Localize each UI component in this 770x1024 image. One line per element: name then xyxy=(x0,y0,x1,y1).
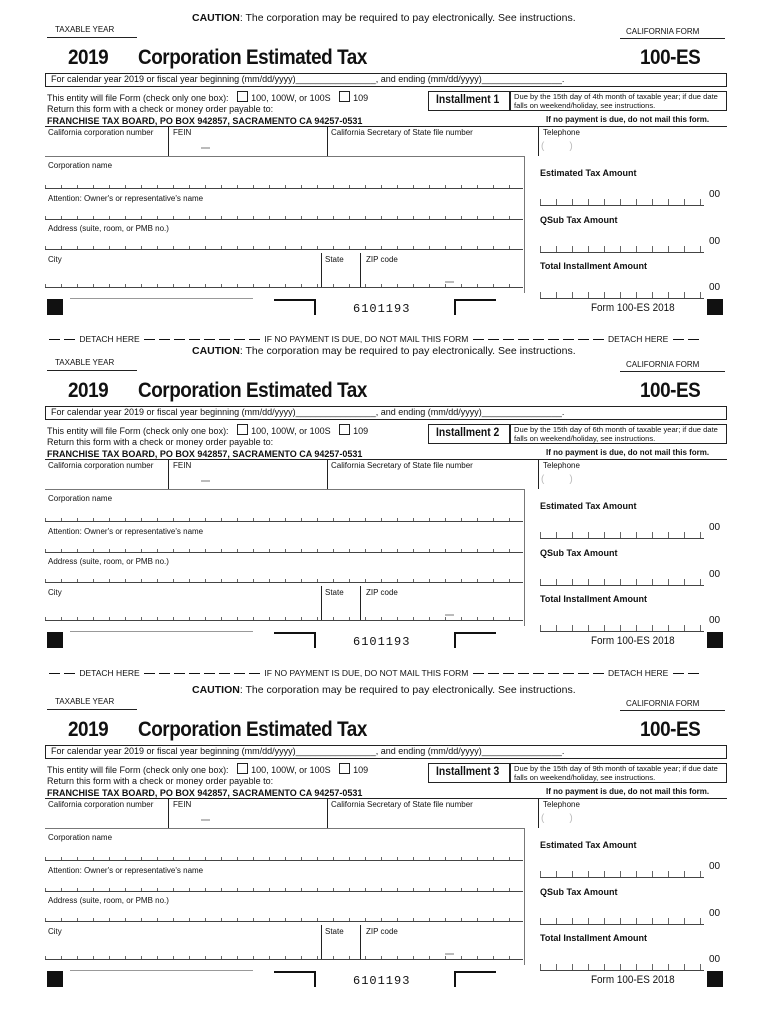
qsub-tax-field[interactable] xyxy=(540,246,704,253)
zip-label: ZIP code xyxy=(366,927,398,936)
city-label: City xyxy=(48,588,62,597)
city-state-zip-field[interactable] xyxy=(45,616,523,621)
id-row-top xyxy=(45,126,727,127)
voucher-installment-2 xyxy=(0,346,770,676)
registration-mark-right xyxy=(707,971,723,987)
estimated-tax-field[interactable] xyxy=(540,871,704,878)
telephone-parens[interactable]: ( ) xyxy=(541,813,573,824)
state-label: State xyxy=(325,927,344,936)
id-row-bottom xyxy=(45,489,525,490)
scan-corner-right xyxy=(454,299,496,315)
checkbox-109[interactable] xyxy=(339,424,350,435)
fein-dash xyxy=(201,147,210,149)
taxable-year-label: TAXABLE YEAR xyxy=(55,697,115,706)
installment-label: Installment 2 xyxy=(436,427,500,439)
address-field[interactable] xyxy=(45,578,523,583)
ftb-address: FRANCHISE TAX BOARD, PO BOX 942857, SACRAMENTO CA 94257-0531 xyxy=(47,449,363,459)
return-line: Return this form with a check or money order payable to: xyxy=(47,776,274,786)
zip-label: ZIP code xyxy=(366,588,398,597)
fein-dash xyxy=(201,819,210,821)
no-payment-note: If no payment is due, do not mail this form. xyxy=(546,115,710,124)
total-installment-cents: 00 xyxy=(709,954,721,965)
tax-year: 2019 xyxy=(68,718,109,741)
california-form-rule xyxy=(620,710,725,711)
caution-text: : The corporation may be required to pay electronically. See instructions. xyxy=(239,684,576,696)
corporation-name-label: Corporation name xyxy=(48,833,113,842)
id-divider-2 xyxy=(327,126,328,156)
form-number: 100-ES xyxy=(640,718,701,741)
qsub-tax-field[interactable] xyxy=(540,918,704,925)
address-label: Address (suite, room, or PMB no.) xyxy=(48,557,169,566)
total-installment-label: Total Installment Amount xyxy=(540,261,647,271)
scan-corner-right xyxy=(454,632,496,648)
estimated-tax-cents: 00 xyxy=(709,522,721,533)
checkbox-109[interactable] xyxy=(339,91,350,102)
tax-year: 2019 xyxy=(68,46,109,69)
telephone-label: Telephone xyxy=(543,128,580,137)
ftb-address: FRANCHISE TAX BOARD, PO BOX 942857, SACRAMENTO CA 94257-0531 xyxy=(47,788,363,798)
footer-form-label: Form 100-ES 2018 xyxy=(591,635,675,647)
detach-left-label: DETACH HERE xyxy=(79,334,140,344)
entity-form-line xyxy=(47,91,368,103)
city-state-zip-field[interactable] xyxy=(45,955,523,960)
estimated-tax-cents: 00 xyxy=(709,861,721,872)
option-109-label: 109 xyxy=(353,93,369,103)
taxable-year-label: TAXABLE YEAR xyxy=(55,25,115,34)
attention-label: Attention: Owner's or representative's name xyxy=(48,194,204,203)
id-row-top xyxy=(45,459,727,460)
ca-corp-number-label: California corporation number xyxy=(48,128,154,137)
checkbox-100[interactable] xyxy=(237,91,248,102)
taxable-year-rule xyxy=(47,709,137,710)
telephone-label: Telephone xyxy=(543,800,580,809)
caution-label: CAUTION xyxy=(192,684,240,696)
city-state-zip-field[interactable] xyxy=(45,283,523,288)
scan-line xyxy=(70,628,253,632)
detach-left-label: DETACH HERE xyxy=(79,668,140,678)
detach-right-label: DETACH HERE xyxy=(608,334,669,344)
taxable-year-label: TAXABLE YEAR xyxy=(55,358,115,367)
scan-corner-left xyxy=(274,299,316,315)
due-date-text: Due by the 15th day of 9th month of taxable year; if due date falls on weekend/holiday, see instructions. xyxy=(514,764,718,782)
installment-label: Installment 3 xyxy=(436,766,500,778)
scan-corner-left xyxy=(274,971,316,987)
scan-code: 6101193 xyxy=(353,635,411,649)
attention-field[interactable] xyxy=(45,548,523,553)
entity-prefix: This entity will file Form (check only one box): xyxy=(47,765,229,775)
total-installment-field[interactable] xyxy=(540,964,704,971)
caution-label: CAUTION xyxy=(192,12,240,24)
option-100-label: 100, 100W, or 100S xyxy=(251,426,331,436)
registration-mark-right xyxy=(707,299,723,315)
checkbox-109[interactable] xyxy=(339,763,350,774)
return-line: Return this form with a check or money order payable to: xyxy=(47,437,274,447)
attention-label: Attention: Owner's or representative's name xyxy=(48,527,204,536)
registration-mark-left xyxy=(47,299,63,315)
fein-label: FEIN xyxy=(173,128,192,137)
caution-label: CAUTION xyxy=(192,345,240,357)
return-line: Return this form with a check or money order payable to: xyxy=(47,104,274,114)
due-date-text: Due by the 15th day of 4th month of taxable year; if due date falls on weekend/holiday, see instructions. xyxy=(514,92,718,110)
footer-form-label: Form 100-ES 2018 xyxy=(591,974,675,986)
qsub-tax-cents: 00 xyxy=(709,569,721,580)
state-label: State xyxy=(325,588,344,597)
option-100-label: 100, 100W, or 100S xyxy=(251,765,331,775)
scan-code: 6101193 xyxy=(353,974,411,988)
state-label: State xyxy=(325,255,344,264)
corporation-name-field[interactable] xyxy=(45,184,523,189)
address-field[interactable] xyxy=(45,245,523,250)
due-date-text: Due by the 15th day of 6th month of taxable year; if due date falls on weekend/holiday, see instructions. xyxy=(514,425,718,443)
option-109-label: 109 xyxy=(353,765,369,775)
id-divider-1 xyxy=(168,798,169,828)
qsub-tax-field[interactable] xyxy=(540,579,704,586)
id-divider-1 xyxy=(168,126,169,156)
id-row-bottom xyxy=(45,828,525,829)
address-label: Address (suite, room, or PMB no.) xyxy=(48,224,169,233)
qsub-tax-cents: 00 xyxy=(709,236,721,247)
no-payment-note: If no payment is due, do not mail this form. xyxy=(546,787,710,796)
option-100-label: 100, 100W, or 100S xyxy=(251,93,331,103)
estimated-tax-field[interactable] xyxy=(540,532,704,539)
estimated-tax-label: Estimated Tax Amount xyxy=(540,840,637,850)
estimated-tax-cents: 00 xyxy=(709,189,721,200)
right-column-divider xyxy=(524,489,525,626)
detach-right-label: DETACH HERE xyxy=(608,668,669,678)
registration-mark-left xyxy=(47,971,63,987)
taxable-year-rule xyxy=(47,37,137,38)
california-form-rule xyxy=(620,38,725,39)
checkbox-100[interactable] xyxy=(237,763,248,774)
california-form-label: CALIFORNIA FORM xyxy=(626,360,700,369)
detach-line-1 xyxy=(47,334,701,344)
total-installment-cents: 00 xyxy=(709,282,721,293)
telephone-parens[interactable]: ( ) xyxy=(541,141,573,152)
ftb-address: FRANCHISE TAX BOARD, PO BOX 942857, SACRAMENTO CA 94257-0531 xyxy=(47,116,363,126)
tax-year: 2019 xyxy=(68,379,109,402)
footer-form-label: Form 100-ES 2018 xyxy=(591,302,675,314)
total-installment-field[interactable] xyxy=(540,292,704,299)
corporation-name-field[interactable] xyxy=(45,856,523,861)
detach-middle-label: IF NO PAYMENT IS DUE, DO NOT MAIL THIS FORM xyxy=(264,334,469,344)
scan-line xyxy=(70,967,253,971)
registration-mark-right xyxy=(707,632,723,648)
sos-file-label: California Secretary of State file number xyxy=(331,461,473,470)
installment-label: Installment 1 xyxy=(436,94,500,106)
city-label: City xyxy=(48,927,62,936)
fein-label: FEIN xyxy=(173,800,192,809)
fein-dash xyxy=(201,480,210,482)
voucher-installment-3 xyxy=(0,685,770,1015)
scan-line xyxy=(70,295,253,299)
corporation-name-label: Corporation name xyxy=(48,161,113,170)
entity-prefix: This entity will file Form (check only one box): xyxy=(47,426,229,436)
checkbox-100[interactable] xyxy=(237,424,248,435)
id-divider-2 xyxy=(327,459,328,489)
form-number: 100-ES xyxy=(640,379,701,402)
caution-text: : The corporation may be required to pay electronically. See instructions. xyxy=(239,345,576,357)
corporation-name-field[interactable] xyxy=(45,517,523,522)
telephone-label: Telephone xyxy=(543,461,580,470)
id-divider-1 xyxy=(168,459,169,489)
ca-corp-number-label: California corporation number xyxy=(48,461,154,470)
registration-mark-left xyxy=(47,632,63,648)
qsub-tax-label: QSub Tax Amount xyxy=(540,548,618,558)
form-number: 100-ES xyxy=(640,46,701,69)
address-field[interactable] xyxy=(45,917,523,922)
fiscal-year-line[interactable]: For calendar year 2019 or fiscal year beginning (mm/dd/yyyy)________________, and ending (mm/dd/yyyy)________________. xyxy=(51,74,565,84)
ca-corp-number-label: California corporation number xyxy=(48,800,154,809)
id-divider-3 xyxy=(538,798,539,828)
scan-corner-left xyxy=(274,632,316,648)
voucher-installment-1 xyxy=(0,13,770,343)
caution-line xyxy=(192,684,576,696)
total-installment-cents: 00 xyxy=(709,615,721,626)
total-installment-label: Total Installment Amount xyxy=(540,933,647,943)
estimated-tax-field[interactable] xyxy=(540,199,704,206)
california-form-rule xyxy=(620,371,725,372)
estimated-tax-label: Estimated Tax Amount xyxy=(540,501,637,511)
detach-middle-label: IF NO PAYMENT IS DUE, DO NOT MAIL THIS FORM xyxy=(264,668,469,678)
qsub-tax-label: QSub Tax Amount xyxy=(540,887,618,897)
right-column-divider xyxy=(524,156,525,293)
option-109-label: 109 xyxy=(353,426,369,436)
entity-prefix: This entity will file Form (check only one box): xyxy=(47,93,229,103)
entity-form-line xyxy=(47,424,368,436)
sos-file-label: California Secretary of State file number xyxy=(331,800,473,809)
scan-code: 6101193 xyxy=(353,302,411,316)
id-row-top xyxy=(45,798,727,799)
fiscal-year-line[interactable]: For calendar year 2019 or fiscal year beginning (mm/dd/yyyy)________________, and ending (mm/dd/yyyy)________________. xyxy=(51,407,565,417)
corporation-name-label: Corporation name xyxy=(48,494,113,503)
form-title: Corporation Estimated Tax xyxy=(138,718,367,741)
estimated-tax-label: Estimated Tax Amount xyxy=(540,168,637,178)
california-form-label: CALIFORNIA FORM xyxy=(626,27,700,36)
telephone-parens[interactable]: ( ) xyxy=(541,474,573,485)
total-installment-field[interactable] xyxy=(540,625,704,632)
sos-file-label: California Secretary of State file number xyxy=(331,128,473,137)
zip-label: ZIP code xyxy=(366,255,398,264)
california-form-label: CALIFORNIA FORM xyxy=(626,699,700,708)
form-title: Corporation Estimated Tax xyxy=(138,46,367,69)
city-label: City xyxy=(48,255,62,264)
caution-line xyxy=(192,12,576,24)
taxable-year-rule xyxy=(47,370,137,371)
attention-field[interactable] xyxy=(45,887,523,892)
scan-corner-right xyxy=(454,971,496,987)
total-installment-label: Total Installment Amount xyxy=(540,594,647,604)
qsub-tax-label: QSub Tax Amount xyxy=(540,215,618,225)
id-divider-3 xyxy=(538,126,539,156)
id-row-bottom xyxy=(45,156,525,157)
caution-line xyxy=(192,345,576,357)
fiscal-year-line[interactable]: For calendar year 2019 or fiscal year beginning (mm/dd/yyyy)________________, and ending (mm/dd/yyyy)________________. xyxy=(51,746,565,756)
right-column-divider xyxy=(524,828,525,965)
entity-form-line xyxy=(47,763,368,775)
address-label: Address (suite, room, or PMB no.) xyxy=(48,896,169,905)
id-divider-3 xyxy=(538,459,539,489)
no-payment-note: If no payment is due, do not mail this form. xyxy=(546,448,710,457)
fein-label: FEIN xyxy=(173,461,192,470)
attention-label: Attention: Owner's or representative's name xyxy=(48,866,204,875)
caution-text: : The corporation may be required to pay electronically. See instructions. xyxy=(239,12,576,24)
detach-line-2 xyxy=(47,668,701,678)
qsub-tax-cents: 00 xyxy=(709,908,721,919)
attention-field[interactable] xyxy=(45,215,523,220)
id-divider-2 xyxy=(327,798,328,828)
form-title: Corporation Estimated Tax xyxy=(138,379,367,402)
